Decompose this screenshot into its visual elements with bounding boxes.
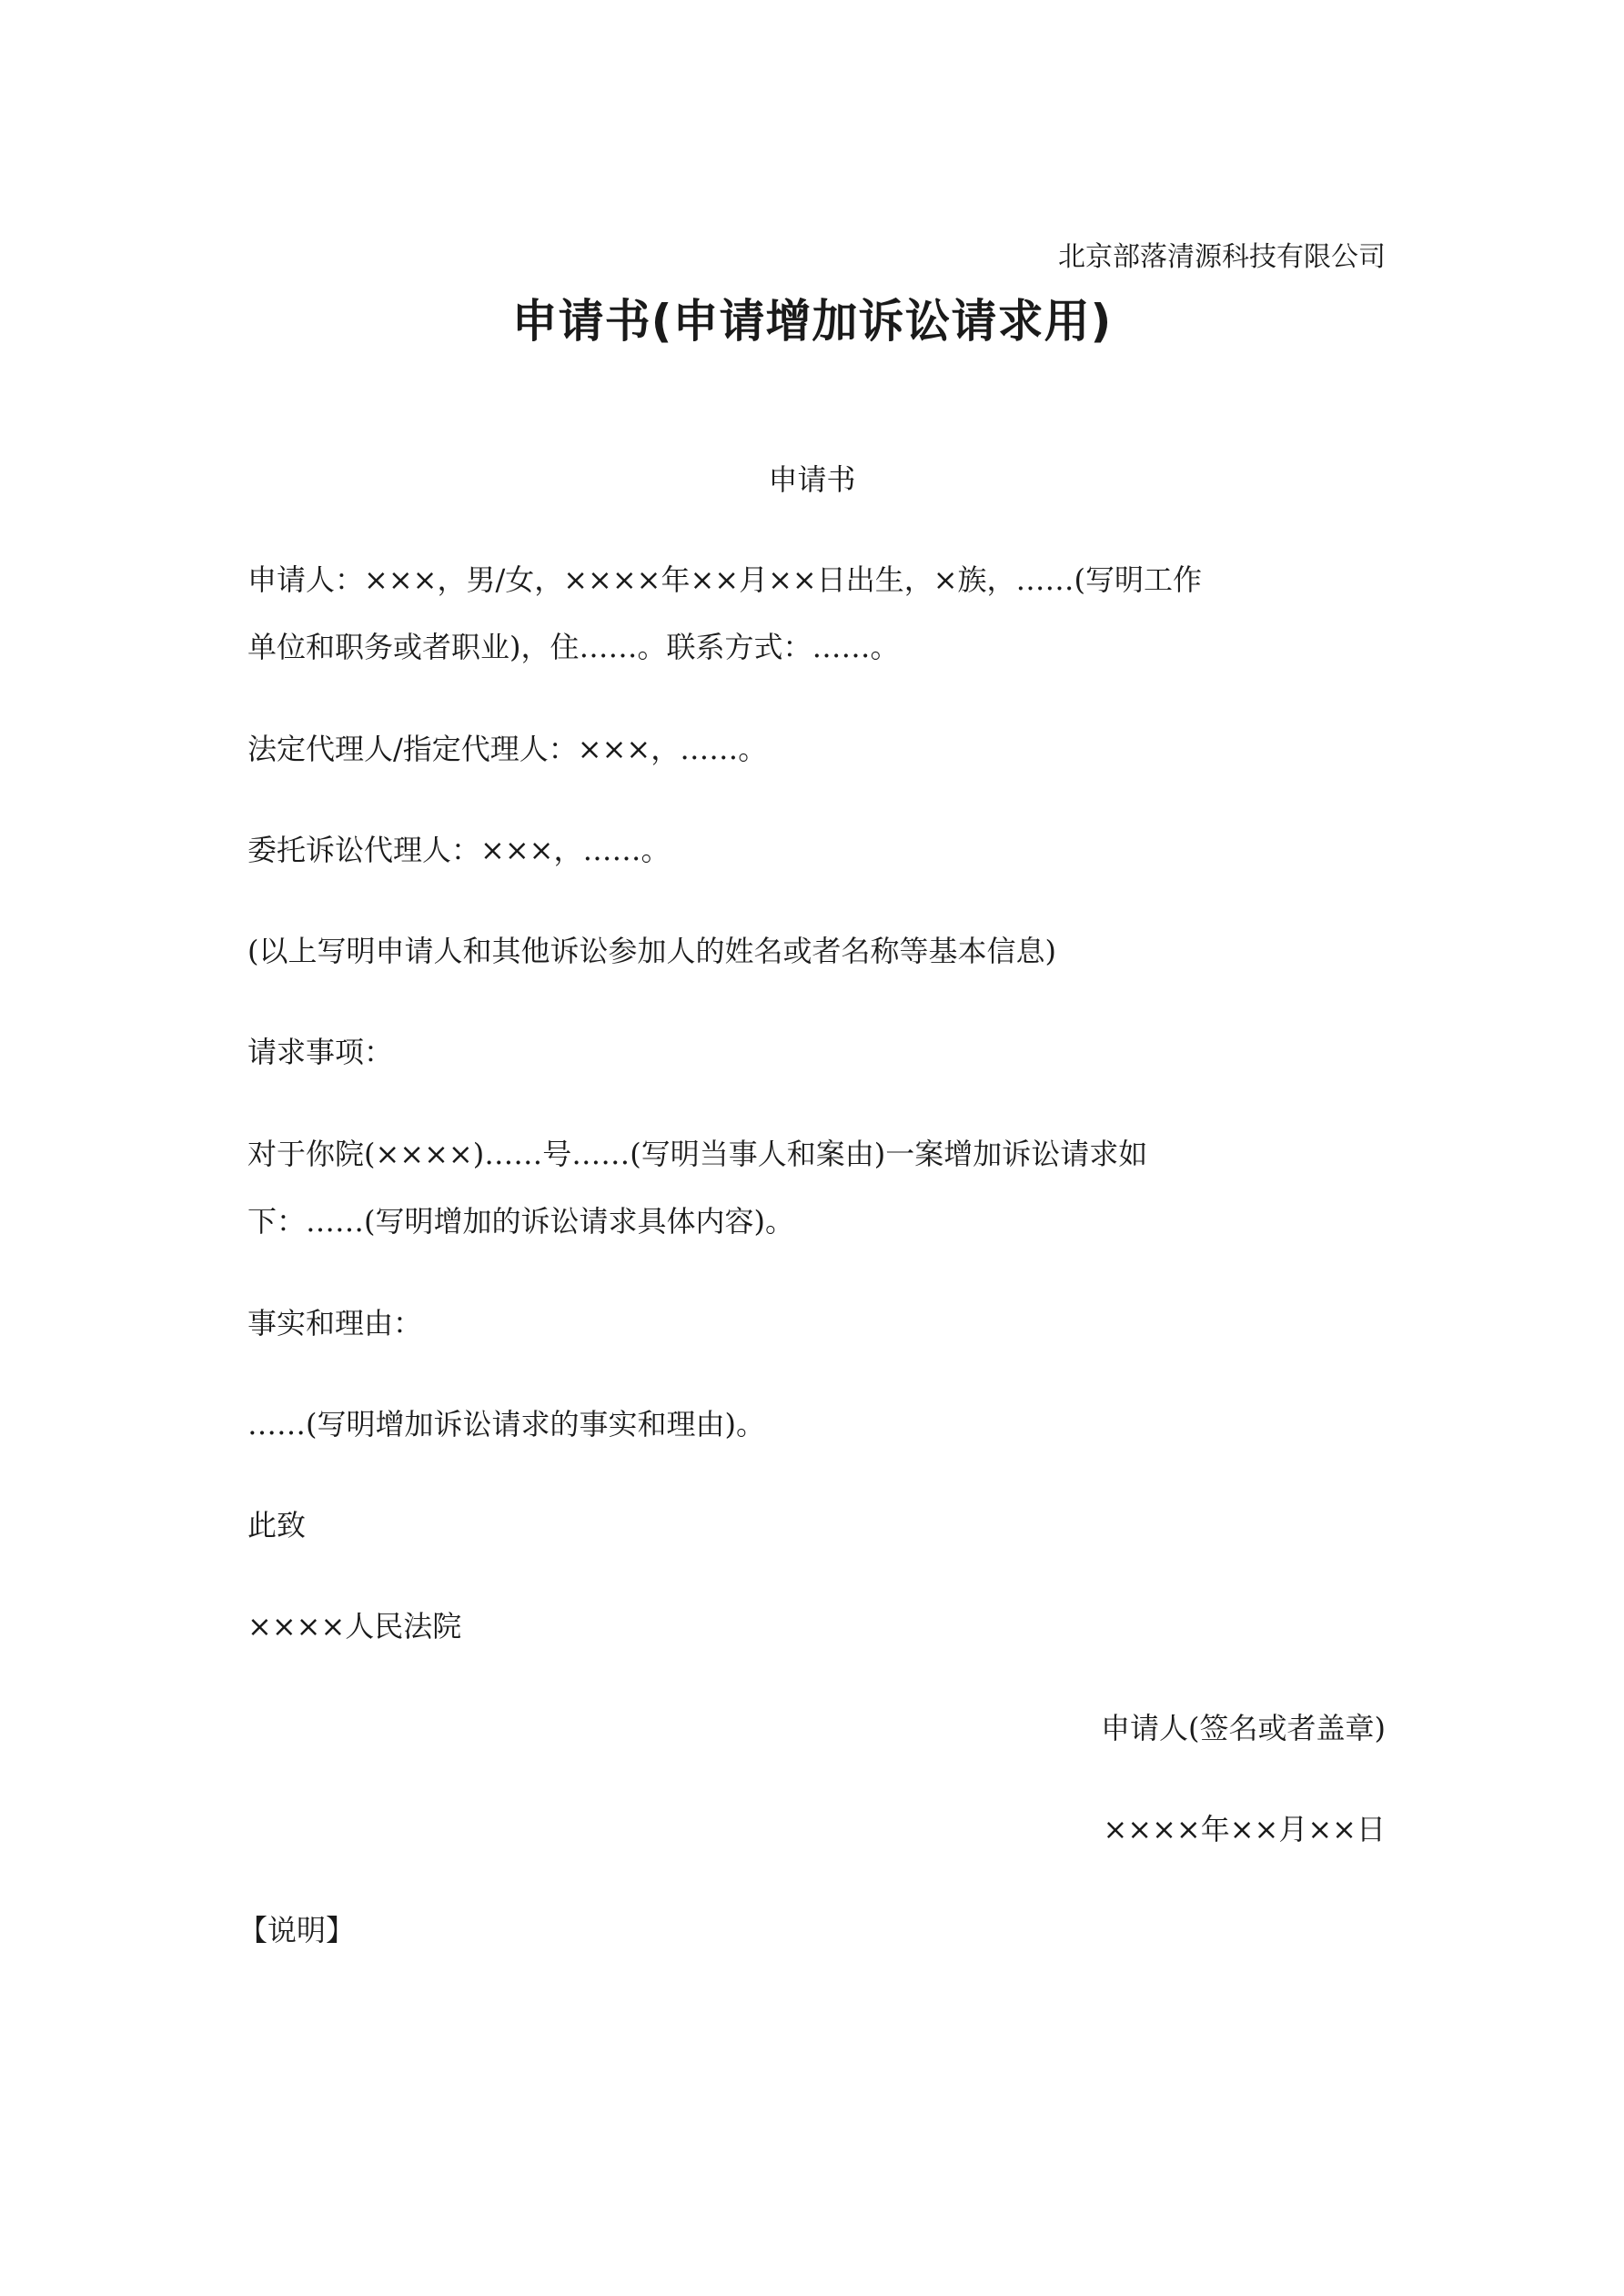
court-name: ××××人民法院	[247, 1609, 462, 1644]
legal-agent-line: 法定代理人/指定代理人：×××，……。	[247, 732, 768, 766]
claims-line-1: 对于你院(××××)……号……(写明当事人和案由)一案增加诉讼请求如	[247, 1137, 1148, 1171]
document-title: 申请书(申请增加诉讼请求用)	[511, 295, 1113, 348]
notes-heading: 【说明】	[238, 1913, 356, 1947]
salutation: 此致	[247, 1508, 307, 1542]
claims-line-2: 下：……(写明增加的诉讼请求具体内容)。	[247, 1204, 794, 1239]
company-header: 北京部落清源科技有限公司	[1058, 241, 1386, 273]
claims-heading: 请求事项：	[247, 1035, 394, 1069]
applicant-line-2: 单位和职务或者职业)，住……。联系方式：……。	[247, 630, 900, 664]
participants-note: (以上写明申请人和其他诉讼参加人的姓名或者名称等基本信息)	[247, 934, 1056, 968]
signature-line: 申请人(签名或者盖章)	[1101, 1711, 1386, 1745]
entrusted-agent-line: 委托诉讼代理人：×××，……。	[247, 833, 671, 867]
facts-text: ……(写明增加诉讼请求的事实和理由)。	[247, 1407, 765, 1441]
applicant-line-1: 申请人：×××，男/女，××××年××月××日出生，×族，……(写明工作	[247, 562, 1203, 597]
facts-heading: 事实和理由：	[247, 1306, 423, 1340]
date-line: ××××年××月××日	[1103, 1812, 1386, 1846]
document-subtitle: 申请书	[768, 462, 856, 497]
